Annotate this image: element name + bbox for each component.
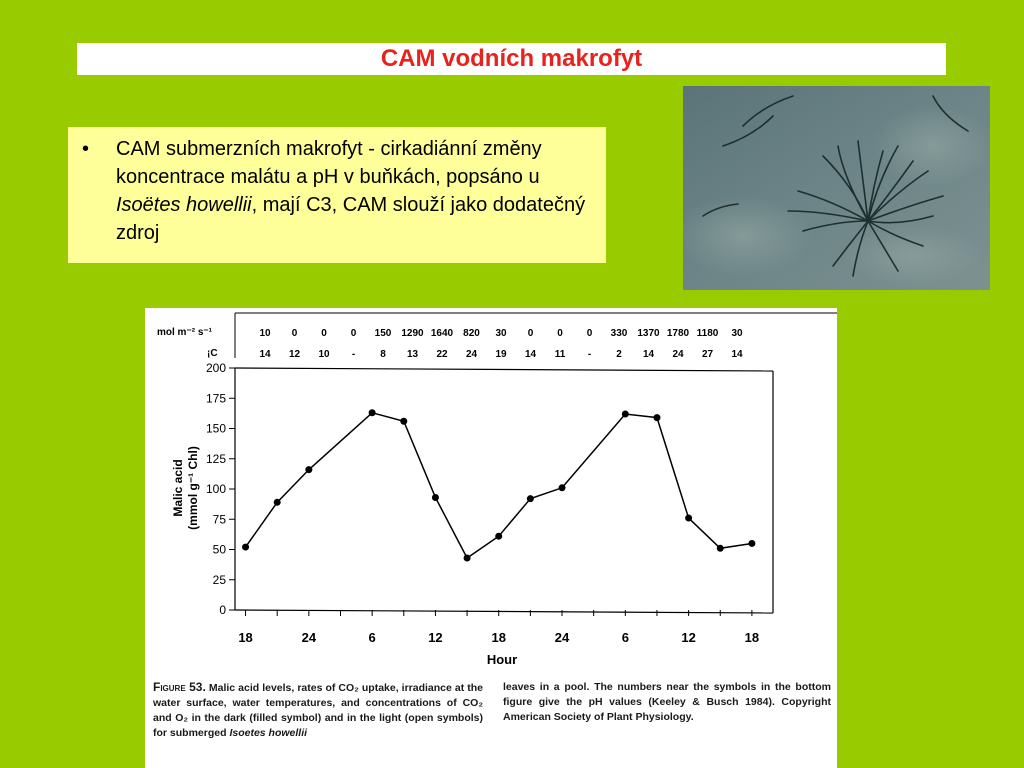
table-row2-value: 14	[731, 349, 743, 360]
plot-frame	[235, 368, 773, 613]
y-tick-label: 125	[205, 451, 226, 466]
table-row2-value: 2	[616, 349, 622, 360]
underwater-plant-image	[683, 86, 990, 290]
data-point	[305, 466, 312, 473]
x-tick-label: 24	[301, 630, 317, 645]
bullet-species: Isoëtes howellii	[116, 194, 252, 216]
y-tick-label: 75	[212, 512, 226, 527]
table-row1-value: 330	[610, 328, 628, 339]
x-tick-label: 12	[681, 630, 696, 645]
table-row1-value: 0	[527, 328, 534, 339]
caption-left-text: Malic acid levels, rates of CO₂ uptake, irradiance at the water surface, water temperatures, and concentrations of CO₂ and O₂ in the dark (filled symbol) and in the light (open symbols) for submerged	[153, 682, 484, 739]
table-row1-value: 1370	[637, 328, 660, 339]
table-row1-value: 820	[463, 328, 480, 339]
table-row1-value: 1180	[696, 328, 719, 339]
y-tick-label: 150	[205, 421, 226, 436]
table-row1-value: 30	[731, 328, 743, 339]
table-row2-label: ¡C	[207, 348, 218, 359]
data-point	[400, 418, 407, 425]
data-point	[748, 540, 755, 547]
bullet-symbol: •	[82, 138, 90, 160]
y-tick-label: 0	[219, 603, 226, 617]
x-axis-label: Hour	[486, 652, 518, 667]
table-row2-value: -	[351, 349, 356, 360]
bullet-box	[68, 127, 606, 263]
bullet-text-part-1: CAM submerzních makrofyt - cirkadiánní změny koncentrace malátu a pH v buňkách, popsáno u	[116, 138, 542, 188]
table-row1-value: 0	[321, 328, 327, 339]
x-tick-label: 18	[238, 630, 253, 645]
table-row1-value: 1290	[401, 328, 424, 339]
malic-acid-chart	[145, 308, 837, 680]
x-tick-label: 6	[621, 630, 629, 645]
x-axis	[235, 610, 773, 613]
data-point	[685, 515, 692, 522]
data-point	[369, 409, 376, 416]
table-row1-value: 0	[350, 328, 357, 339]
table-row1-value: 150	[374, 328, 392, 339]
data-point	[432, 494, 439, 501]
data-point	[242, 544, 249, 551]
data-point	[527, 495, 534, 502]
x-tick-label: 24	[554, 630, 570, 645]
table-row1-value: 1780	[666, 328, 690, 339]
data-point	[653, 414, 660, 421]
table-row1-value: 10	[259, 328, 271, 339]
table-row1-value: 0	[586, 328, 593, 339]
table-row2-value: -	[587, 349, 592, 360]
table-row1-label: mol m⁻² s⁻¹	[157, 327, 213, 338]
table-row2-value: 14	[259, 349, 271, 360]
table-row2-value: 14	[642, 349, 655, 360]
table-row1-value: 1640	[430, 328, 454, 339]
table-row2-value: 8	[380, 349, 386, 360]
table-row2-value: 11	[554, 349, 566, 360]
caption-species: Isoetes howellii	[229, 727, 308, 739]
table-row2-value: 14	[524, 349, 537, 360]
bullet-text	[116, 135, 594, 247]
x-tick-label: 12	[428, 630, 443, 645]
data-point	[464, 554, 471, 561]
y-axis-label-line2: (mmol g⁻¹ Chl)	[186, 446, 200, 530]
y-tick-label: 25	[212, 572, 226, 587]
x-tick-label: 18	[744, 630, 760, 645]
table-row2-value: 12	[288, 349, 301, 360]
table-row2-value: 10	[318, 349, 330, 360]
x-tick-label: 18	[491, 630, 506, 645]
bullet-text-part-2: , mají C3, CAM slouží jako dodatečný zdroj	[116, 194, 586, 244]
y-tick-label: 100	[205, 482, 226, 496]
caption-right: leaves in a pool. The numbers near the symbols in the bottom figure give the pH values (Keeley & Busch 1984). Copyright American Society of Plant Physiology.	[503, 681, 831, 723]
table-row2-value: 27	[701, 349, 714, 360]
data-point	[559, 484, 566, 491]
y-axis-label-line1: Malic acid	[171, 459, 185, 517]
table-row2-value: 24	[672, 349, 684, 360]
bullet-item	[82, 135, 594, 247]
malic-acid-figure	[145, 308, 837, 768]
table-row2-value: 19	[495, 349, 507, 360]
table-row1-value: 30	[495, 328, 507, 339]
table-row2-value: 22	[436, 349, 448, 360]
y-tick-label: 50	[212, 542, 226, 557]
caption-left	[153, 680, 483, 741]
table-row2-value: 13	[406, 349, 419, 360]
slide-title: CAM vodních makrofyt	[380, 45, 643, 72]
data-point	[274, 499, 281, 506]
top-table	[157, 313, 837, 360]
table-row2-value: 24	[465, 349, 478, 360]
data-point	[717, 545, 724, 552]
table-row1-value: 0	[291, 328, 298, 339]
data-point	[495, 533, 502, 540]
y-tick-label: 200	[205, 361, 226, 375]
caption-figure-label: Figure 53.	[153, 680, 206, 694]
slide-title-bar	[77, 43, 946, 75]
isoetes-photo	[683, 86, 990, 290]
y-tick-label: 175	[205, 391, 226, 406]
table-row1-value: 0	[557, 328, 563, 339]
data-point	[622, 410, 629, 417]
x-tick-label: 6	[368, 630, 376, 645]
